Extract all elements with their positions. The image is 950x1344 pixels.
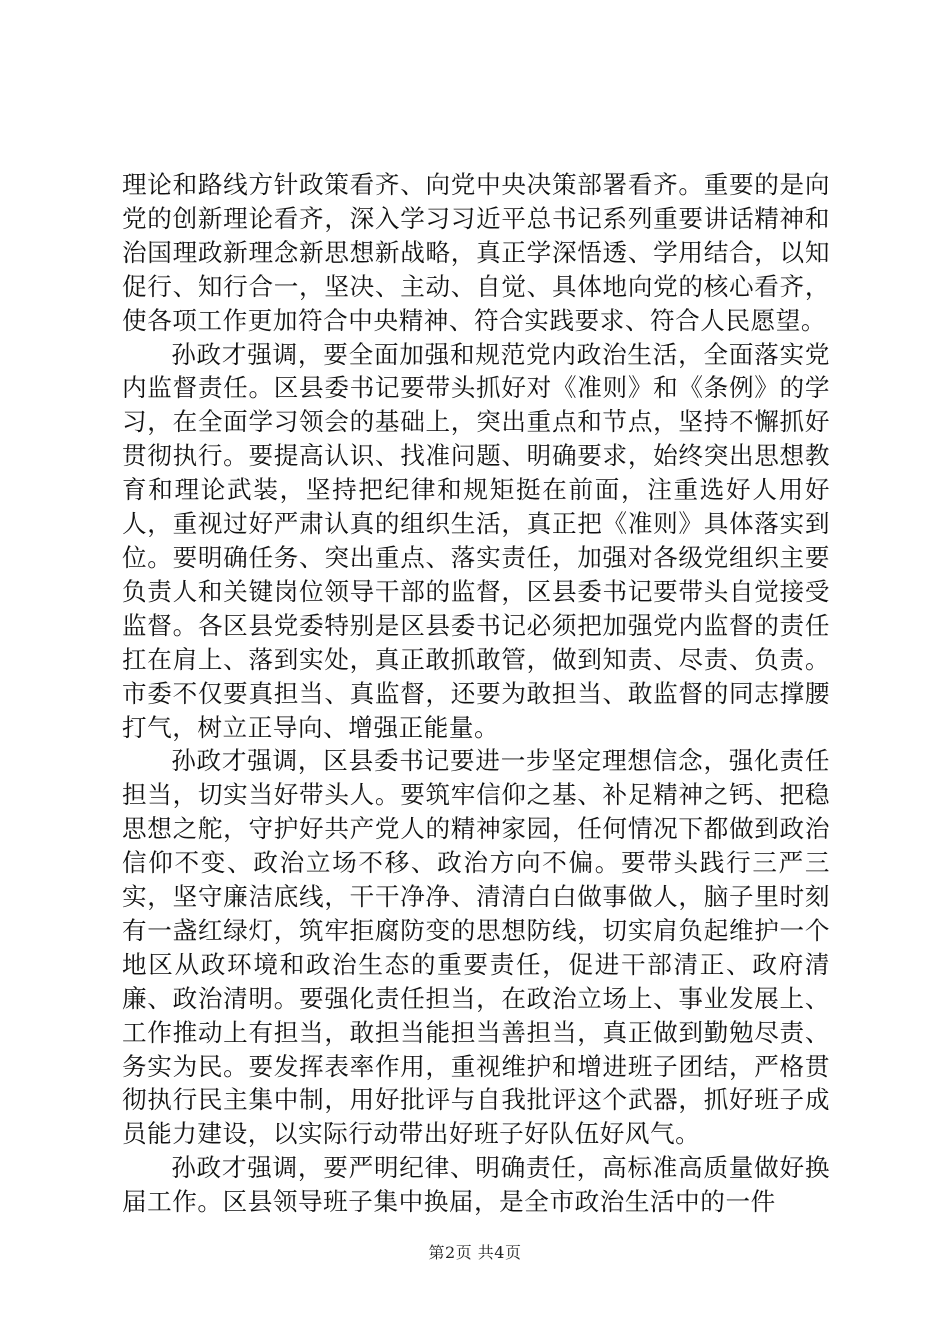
paragraph-3: 孙政才强调，区县委书记要进一步坚定理想信念，强化责任担当，切实当好带头人。要筑牢信仰之基、补足精神之钙、把稳思想之舵，守护好共产党人的精神家园，任何情况下都做到政治信仰不变、政治立场不移、政治方向不偏。要带头践行三严三实，坚守廉洁底线，干干净净、清清白白做事做人，脑子里时刻有一盏红绿灯，筑牢拒腐防变的思想防线，切实肩负起维护一个地区从政环境和政治生态的重要责任，促进干部清正、政府清廉、政治清明。要强化责任担当，在政治立场上、事业发展上、工作推动上有担当，敢担当能担当善担当，真正做到勤勉尽责、务实为民。要发挥表率作用，重视维护和增进班子团结，严格贯彻执行民主集中制，用好批评与自我批评这个武器，抓好班子成员能力建设，以实际行动带出好班子好队伍好风气。 <box>122 746 830 1149</box>
paragraph-1: 理论和路线方针政策看齐、向党中央决策部署看齐。重要的是向党的创新理论看齐，深入学习习近平总书记系列重要讲话精神和治国理政新理念新思想新战略，真正学深悟透、学用结合，以知促行、知行合一，坚决、主动、自觉、具体地向党的核心看齐，使各项工作更加符合中央精神、符合实践要求、符合人民愿望。 <box>122 170 830 335</box>
document-body <box>122 168 830 1219</box>
paragraph-2: 孙政才强调，要全面加强和规范党内政治生活，全面落实党内监督责任。区县委书记要带头抓好对《准则》和《条例》的学习，在全面学习领会的基础上，突出重点和节点，坚持不懈抓好贯彻执行。要提高认识、找准问题、明确要求，始终突出思想教育和理论武装，坚持把纪律和规矩挺在前面，注重选好人用好人，重视过好严肃认真的组织生活，真正把《准则》具体落实到位。要明确任务、突出重点、落实责任，加强对各级党组织主要负责人和关键岗位领导干部的监督，区县委书记要带头自觉接受监督。各区县党委特别是区县委书记必须把加强党内监督的责任扛在肩上、落到实处，真正敢抓敢管，做到知责、尽责、负责。市委不仅要真担当、真监督，还要为敢担当、敢监督的同志撑腰打气，树立正导向、增强正能量。 <box>122 339 830 742</box>
paragraph-4: 孙政才强调，要严明纪律、明确责任，高标准高质量做好换届工作。区县领导班子集中换届，是全市政治生活中的一件 <box>122 1153 830 1217</box>
page-number-footer: 第2页 共4页 <box>428 1243 522 1262</box>
